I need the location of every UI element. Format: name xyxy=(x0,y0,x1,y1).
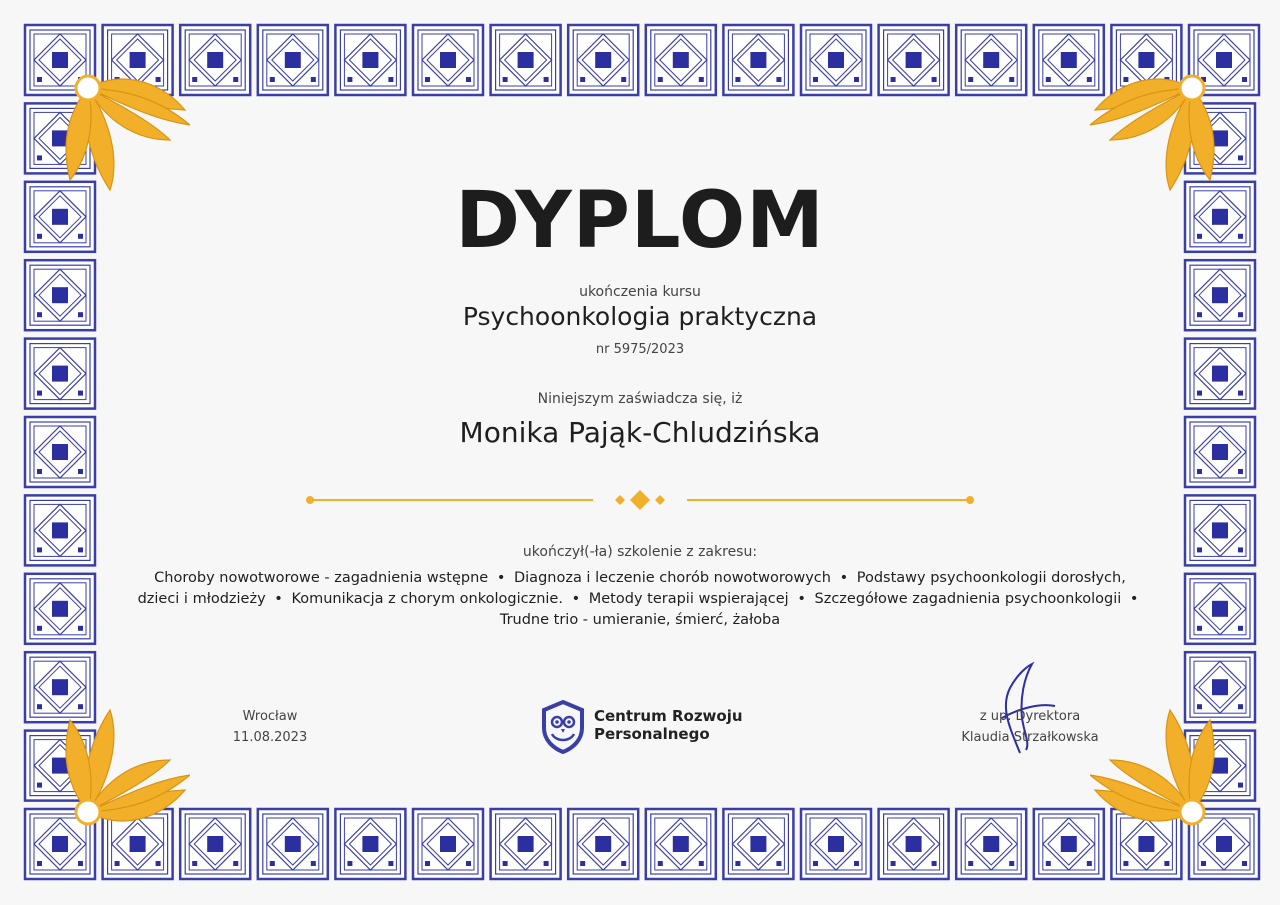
border-tile xyxy=(646,25,716,95)
border-tile xyxy=(25,417,95,487)
scope-label: ukończył(-ła) szkolenie z zakresu: xyxy=(522,544,758,560)
gold-petal xyxy=(66,88,91,180)
topic-separator: • xyxy=(1129,591,1139,607)
topic-separator: • xyxy=(797,591,806,607)
border-tile xyxy=(25,339,95,409)
certify-text: Niniejszym zaświadcza się, iż xyxy=(537,391,743,407)
signatory xyxy=(930,706,1130,748)
border-tile xyxy=(879,809,949,879)
flower-center xyxy=(76,800,100,824)
flower-center xyxy=(1180,800,1204,824)
border-tile xyxy=(258,809,328,879)
border-tile xyxy=(568,25,638,95)
border-tile xyxy=(1185,339,1255,409)
border-tile xyxy=(568,809,638,879)
border-tile xyxy=(180,25,250,95)
owl-shield-icon xyxy=(540,698,586,754)
diploma-title: DYPLOM xyxy=(455,176,825,266)
border-tile xyxy=(25,260,95,330)
border-tile xyxy=(258,25,328,95)
border-tile xyxy=(801,25,871,95)
topic-item: Szczegółowe zagadnienia psychoonkologii xyxy=(814,591,1122,607)
border-tile xyxy=(335,25,405,95)
organization-name-line2: Personalnego xyxy=(594,725,710,743)
flower-center xyxy=(1180,76,1204,100)
topic-item: Komunikacja z chorym onkologicznie. xyxy=(291,591,563,607)
gold-petal xyxy=(66,720,91,812)
organization-name xyxy=(594,707,743,743)
border-tile xyxy=(1185,574,1255,644)
border-tile xyxy=(413,25,483,95)
place-and-date xyxy=(210,706,330,748)
border-tile xyxy=(413,809,483,879)
border-tile xyxy=(25,495,95,565)
border-tile xyxy=(491,25,561,95)
border-tile xyxy=(335,809,405,879)
border-tile xyxy=(956,25,1026,95)
border-tile xyxy=(25,574,95,644)
border-tile xyxy=(180,809,250,879)
topic-separator: • xyxy=(839,570,849,586)
border-tile xyxy=(956,809,1026,879)
border-tile xyxy=(801,809,871,879)
border-tile xyxy=(491,809,561,879)
topics-list xyxy=(135,568,1145,631)
signatory-name: Klaudia Strzałkowska xyxy=(961,730,1099,745)
topic-separator: • xyxy=(496,570,506,586)
topic-item: Metody terapii wspierającej xyxy=(588,591,789,607)
date: 11.08.2023 xyxy=(232,730,308,745)
border-tile xyxy=(879,25,949,95)
gold-petal xyxy=(1189,720,1214,812)
topic-item: Choroby nowotworowe - zagadnienia wstępne xyxy=(154,570,489,586)
course-name: Psychoonkologia praktyczna xyxy=(462,302,818,331)
topic-separator: • xyxy=(571,591,581,607)
border-tile xyxy=(1185,260,1255,330)
place: Wrocław xyxy=(242,709,298,724)
gold-petal xyxy=(1189,88,1214,180)
border-tile xyxy=(1185,495,1255,565)
diploma-subtitle: ukończenia kursu xyxy=(579,284,701,300)
gold-divider xyxy=(305,488,975,512)
topic-item: Diagnoza i leczenie chorób nowotworowych xyxy=(513,570,831,586)
organization-logo xyxy=(540,698,780,754)
border-tile xyxy=(723,809,793,879)
border-tile xyxy=(1185,417,1255,487)
topic-item: Podstawy psychoonkologii dorosłych, dzieci i młodzieży xyxy=(137,570,1126,607)
diploma-content xyxy=(110,110,1170,800)
topic-item: Trudne trio - umieranie, śmierć, żałoba xyxy=(499,612,781,628)
topic-separator: • xyxy=(274,591,283,607)
signatory-role: z up. Dyrektora xyxy=(979,709,1081,724)
flower-center xyxy=(76,76,100,100)
border-tile xyxy=(646,809,716,879)
certificate-number: nr 5975/2023 xyxy=(595,342,685,357)
organization-name-line1: Centrum Rozwoju xyxy=(594,707,743,725)
recipient-name: Monika Pająk-Chludzińska xyxy=(459,416,821,449)
border-tile xyxy=(723,25,793,95)
